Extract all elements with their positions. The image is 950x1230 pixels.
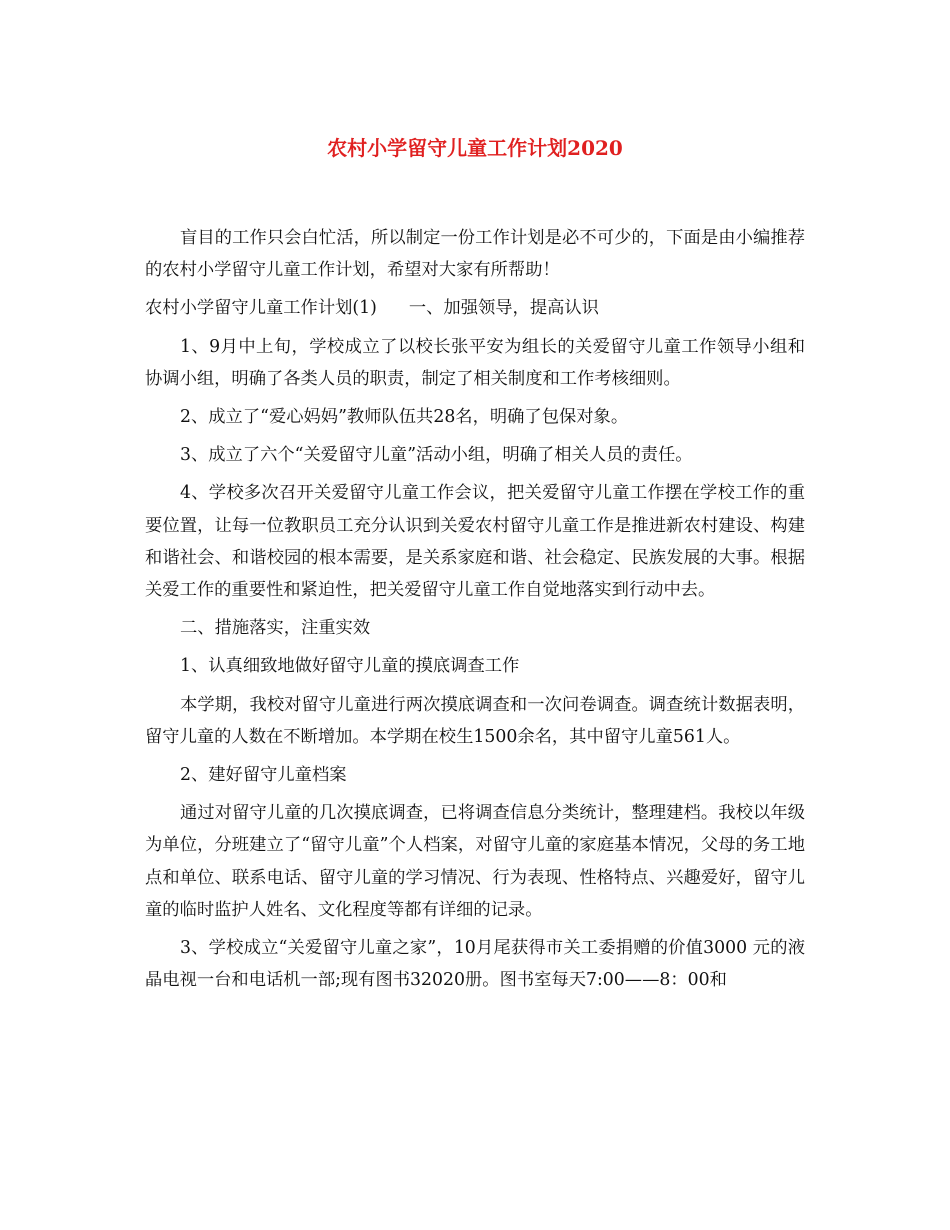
paragraph-item-2: 2、成立了“爱心妈妈”教师队伍共28名，明确了包保对象。: [180, 407, 629, 428]
paragraph-item-1: 1、9月中上旬，学校成立了以校长张平安为组长的关爱留守儿童工作领导小组和协调小组，明确了各类人员的职责，制定了相关制度和工作考核细则。: [145, 336, 805, 389]
archive-paragraph: 通过对留守儿童的几次摸底调查，已将调查信息分类统计，整理建档。我校以年级为单位，分班建立了“留守儿童”个人档案，对留守儿童的家庭基本情况，父母的务工地点和单位、联系电话、留守儿童的学习情况、行为表现、性格特点、兴趣爱好，留守儿童的临时监护人姓名、文化程度等都有详细的记录。: [145, 803, 805, 920]
section-two-title: 二、措施落实，注重实效: [180, 618, 371, 639]
plan-heading: [145, 292, 805, 324]
intro-paragraph: 盲目的工作只会白忙活，所以制定一份工作计划是必不可少的，下面是由小编推荐的农村小学留守儿童工作计划，希望对大家有所帮助！: [145, 228, 805, 281]
survey-paragraph: 本学期，我校对留守儿童进行两次摸底调查和一次问卷调查。调查统计数据表明，留守儿童的人数在不断增加。本学期在校生1500余名，其中留守儿童561人。: [145, 694, 805, 747]
paragraph-item-3: 3、成立了六个“关爱留守儿童”活动小组，明确了相关人员的责任。: [180, 445, 693, 466]
plan-heading-label: 农村小学留守儿童工作计划(1): [145, 298, 377, 319]
document-body: [145, 222, 805, 1002]
document-title: 农村小学留守儿童工作计划2020: [327, 136, 623, 160]
subsection-archive-title: 2、建好留守儿童档案: [180, 765, 347, 786]
home-paragraph: 3、学校成立“关爱留守儿童之家”，10月尾获得市关工委捐赠的价值3000 元的液晶电视一台和电话机一部;现有图书32020册。图书室每天7:00——8：00和: [145, 938, 805, 991]
section-one-title: 一、加强领导，提高认识: [408, 298, 599, 319]
subsection-survey-title: 1、认真细致地做好留守儿童的摸底调查工作: [180, 656, 520, 677]
paragraph-item-4: 4、学校多次召开关爱留守儿童工作会议，把关爱留守儿童工作摆在学校工作的重要位置，让每一位教职员工充分认识到关爱农村留守儿童工作是推进新农村建设、构建和谐社会、和谐校园的根本需要，是关系家庭和谐、社会稳定、民族发展的大事。根据关爱工作的重要性和紧迫性，把关爱留守儿童工作自觉地落实到行动中去。: [145, 483, 805, 601]
